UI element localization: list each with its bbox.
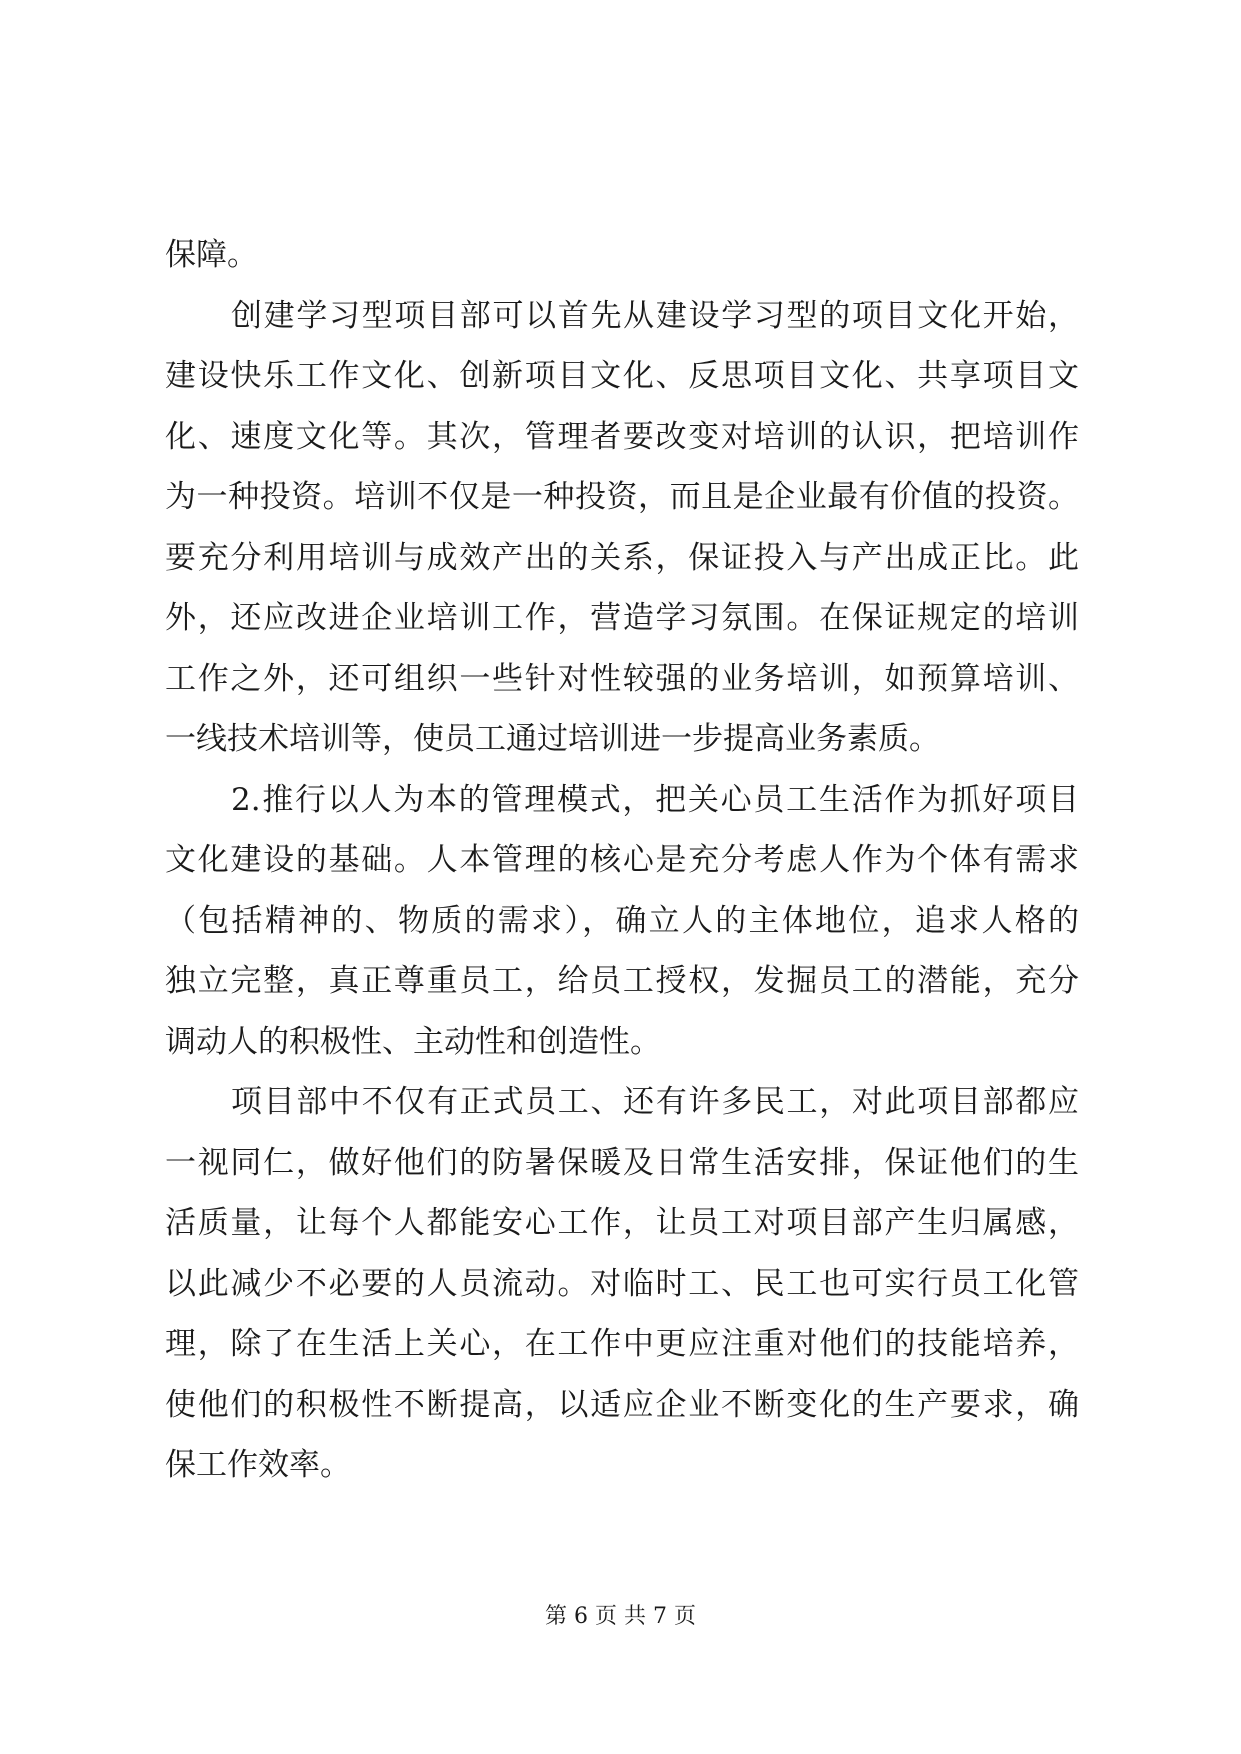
text-line: 活质量，让每个人都能安心工作，让员工对项目部产生归属感，	[165, 1205, 1079, 1241]
text-line: 保障。	[165, 237, 258, 273]
text-line: 使他们的积极性不断提高，以适应企业不断变化的生产要求，确	[165, 1386, 1079, 1423]
text-line: 一线技术培训等，使员工通过培训进一步提高业务素质。	[165, 721, 940, 757]
text-line: 建设快乐工作文化、创新项目文化、反思项目文化、共享项目文	[165, 358, 1079, 394]
text-line: 工作之外，还可组织一些针对性较强的业务培训，如预算培训、	[165, 660, 1079, 697]
text-line: 要充分利用培训与成效产出的关系，保证投入与产出成正比。此	[165, 539, 1079, 576]
text-line: 一视同仁，做好他们的防暑保暖及日常生活安排，保证他们的生	[165, 1144, 1079, 1181]
text-line: 文化建设的基础。人本管理的核心是充分考虑人作为个体有需求	[165, 842, 1079, 878]
text-line: 以此减少不必要的人员流动。对临时工、民工也可实行员工化管	[165, 1265, 1079, 1302]
text-line: 项目部中不仅有正式员工、还有许多民工，对此项目部都应	[231, 1084, 1079, 1120]
text-line: （包括精神的、物质的需求），确立人的主体地位，追求人格的	[165, 902, 1079, 939]
text-line: 化、速度文化等。其次，管理者要改变对培训的认识，把培训作	[165, 418, 1079, 455]
text-line: 为一种投资。培训不仅是一种投资，而且是企业最有价值的投资。	[165, 479, 1079, 515]
page-footer	[0, 1602, 1241, 1632]
page-number: 第 6 页 共 7 页	[545, 1604, 696, 1629]
text-line: 保工作效率。	[165, 1447, 351, 1483]
text-line: 独立完整，真正尊重员工，给员工授权，发掘员工的潜能，充分	[165, 963, 1079, 999]
text-line: 调动人的积极性、主动性和创造性。	[165, 1023, 661, 1060]
text-line: 2.推行以人为本的管理模式，把关心员工生活作为抓好项目	[231, 781, 1079, 818]
document-body	[165, 225, 1079, 1496]
text-line: 创建学习型项目部可以首先从建设学习型的项目文化开始，	[231, 297, 1079, 334]
text-line: 外，还应改进企业培训工作，营造学习氛围。在保证规定的培训	[165, 600, 1079, 636]
text-line: 理，除了在生活上关心，在工作中更应注重对他们的技能培养，	[165, 1326, 1079, 1362]
